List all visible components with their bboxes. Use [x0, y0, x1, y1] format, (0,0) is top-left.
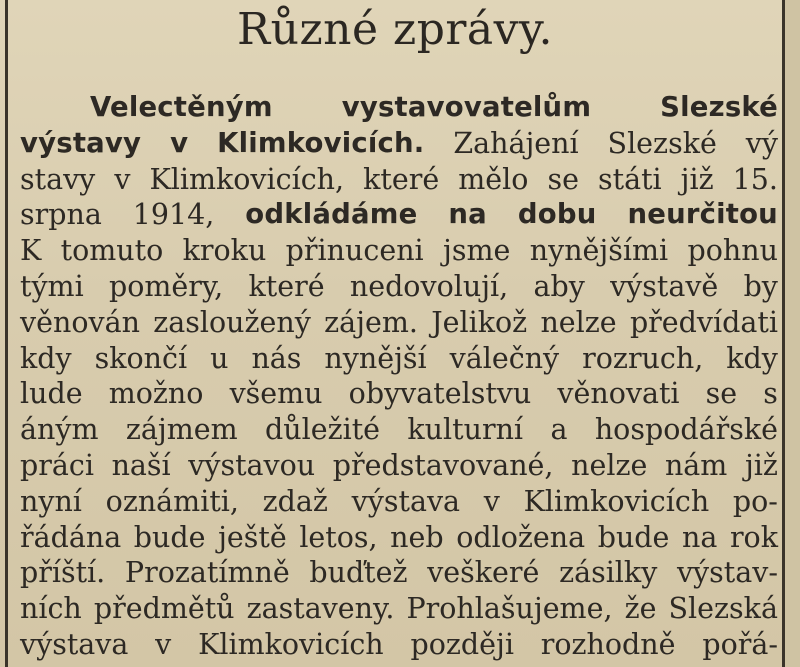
- article-line: [20, 520, 778, 556]
- article-word: K: [20, 234, 42, 268]
- article-line: [20, 197, 778, 233]
- article-word: v: [170, 126, 189, 159]
- article-word: se: [547, 162, 579, 196]
- article-line: [20, 341, 778, 377]
- article-word: 15.: [732, 162, 778, 196]
- article-word: Klimkovicích: [198, 627, 384, 661]
- article-word: přinuceni: [285, 234, 424, 268]
- article-line: [20, 162, 778, 198]
- article-word: předvídati: [629, 305, 778, 339]
- article-word: neurčitou: [627, 198, 778, 231]
- article-line: [20, 555, 778, 591]
- article-word: u: [210, 341, 229, 375]
- article-word: ních: [20, 592, 82, 626]
- article-line: [20, 448, 778, 484]
- article-word: předmětů: [93, 592, 235, 626]
- article-word: stavy: [20, 162, 96, 196]
- article-word: výstav-: [676, 556, 778, 590]
- article-word: již: [744, 448, 778, 482]
- article-word: kdy: [20, 341, 72, 375]
- article-word: zájmem: [125, 413, 238, 447]
- article-line: [20, 233, 778, 269]
- article-word: nyní: [20, 484, 82, 518]
- article-word: již: [680, 162, 714, 196]
- article-word: tými: [20, 269, 84, 303]
- article-word: Slezská: [668, 592, 778, 626]
- article-word: výstava: [20, 627, 129, 661]
- article-word: Zahájení: [453, 126, 579, 160]
- article-word: kulturní: [407, 413, 524, 447]
- article-word: Prohlašujeme,: [406, 592, 613, 626]
- article-word: pořá-: [702, 627, 778, 661]
- article-word: pohnu: [687, 234, 778, 268]
- article-word: v: [483, 484, 500, 518]
- article-word: později: [410, 627, 514, 661]
- article-word: nynějšími: [529, 234, 669, 268]
- article-word: poměry,: [108, 269, 224, 303]
- article-word: zásilky: [559, 556, 658, 590]
- article-word: bude: [597, 520, 670, 554]
- article-line: [20, 305, 778, 341]
- article-line: [20, 126, 778, 162]
- article-word: 1914,: [132, 198, 215, 232]
- article-line: [20, 269, 778, 305]
- article-line: [20, 627, 778, 663]
- article-word: by: [743, 269, 778, 303]
- article-word: všemu: [229, 377, 323, 411]
- article-word: které: [248, 269, 325, 303]
- article-word: odložena: [456, 520, 586, 554]
- article-word: představované,: [332, 448, 554, 482]
- column-rule-left: [5, 0, 8, 667]
- article-word: Prozatímně: [124, 556, 290, 590]
- article-word: nám: [664, 448, 728, 482]
- article-word: Klimkovicích.: [217, 126, 425, 159]
- article-line: [20, 484, 778, 520]
- right-margin: [785, 0, 800, 667]
- article-word: rok: [729, 520, 778, 554]
- article-word: nelze: [540, 305, 617, 339]
- article-word: Velectěným: [90, 91, 273, 123]
- article-word: vý: [745, 126, 778, 160]
- article-line: [20, 591, 778, 627]
- article-word: rozhodně: [540, 627, 676, 661]
- article-word: hospodářské: [594, 413, 778, 447]
- article-word: na: [682, 520, 718, 554]
- article-word: důležité: [265, 413, 381, 447]
- article-word: státi: [598, 162, 662, 196]
- article-word: lude: [20, 377, 83, 411]
- article-word: rozruch,: [582, 341, 704, 375]
- article-word: zastaveny.: [246, 592, 395, 626]
- article-word: že: [624, 592, 657, 626]
- article-word: veškeré: [427, 556, 540, 590]
- article-word: zasloužený: [153, 305, 311, 339]
- article-word: vystavovatelům: [341, 91, 592, 123]
- article-word: výstava: [351, 484, 461, 518]
- article-word: ještě: [218, 520, 287, 554]
- article-word: tomuto: [60, 234, 164, 268]
- article-word: buďtež: [309, 556, 408, 590]
- article-word: áným: [20, 413, 99, 447]
- article-line: [20, 90, 778, 126]
- article-word: výstavou: [188, 448, 316, 482]
- article-word: možno: [108, 377, 204, 411]
- article-word: Klimkovicích: [523, 484, 710, 518]
- article-word: jsme: [443, 234, 511, 268]
- article-word: mělo: [458, 162, 529, 196]
- article-word: se: [705, 377, 738, 411]
- article-body: [20, 90, 778, 663]
- article-word: které: [363, 162, 440, 196]
- article-word: srpna: [20, 198, 102, 232]
- article-word: naší: [111, 448, 171, 482]
- article-word: kdy: [726, 341, 778, 375]
- article-word: výstavy: [20, 126, 142, 159]
- article-word: zájem.: [324, 305, 418, 339]
- article-word: neb: [390, 520, 444, 554]
- article-word: Slezské: [607, 126, 717, 160]
- article-line: [20, 412, 778, 448]
- article-word: nás: [251, 341, 302, 375]
- article-word: věnován: [20, 305, 140, 339]
- article-word: příští.: [20, 556, 106, 590]
- article-word: výstavě: [610, 269, 719, 303]
- article-word: oznámiti,: [105, 484, 239, 518]
- article-word: nelze: [571, 448, 648, 482]
- article-word: nynější: [324, 341, 427, 375]
- article-word: s: [763, 377, 778, 411]
- article-word: v: [114, 162, 131, 196]
- article-word: kroku: [182, 234, 267, 268]
- article-word: Klimkovicích,: [149, 162, 345, 196]
- section-heading: Různé zprávy.: [237, 4, 553, 55]
- article-word: nedovolují,: [349, 269, 509, 303]
- article-word: na: [448, 198, 487, 231]
- article-word: řádána: [20, 520, 122, 554]
- article-word: zdaž: [262, 484, 328, 518]
- article-line: [20, 376, 778, 412]
- article-word: odkládáme: [245, 198, 418, 231]
- article-word: v: [155, 627, 172, 661]
- article-word: dobu: [517, 198, 597, 231]
- article-word: a: [550, 413, 568, 447]
- article-word: válečný: [449, 341, 560, 375]
- article-word: práci: [20, 448, 94, 482]
- article-word: aby: [533, 269, 585, 303]
- article-word: Slezské: [660, 91, 778, 123]
- article-word: letos,: [299, 520, 378, 554]
- article-word: věnovati: [557, 377, 680, 411]
- article-word: obyvatelstvu: [348, 377, 532, 411]
- article-word: bude: [133, 520, 206, 554]
- article-word: skončí: [94, 341, 188, 375]
- article-word: po-: [732, 484, 778, 518]
- article-word: Jelikož: [431, 305, 528, 339]
